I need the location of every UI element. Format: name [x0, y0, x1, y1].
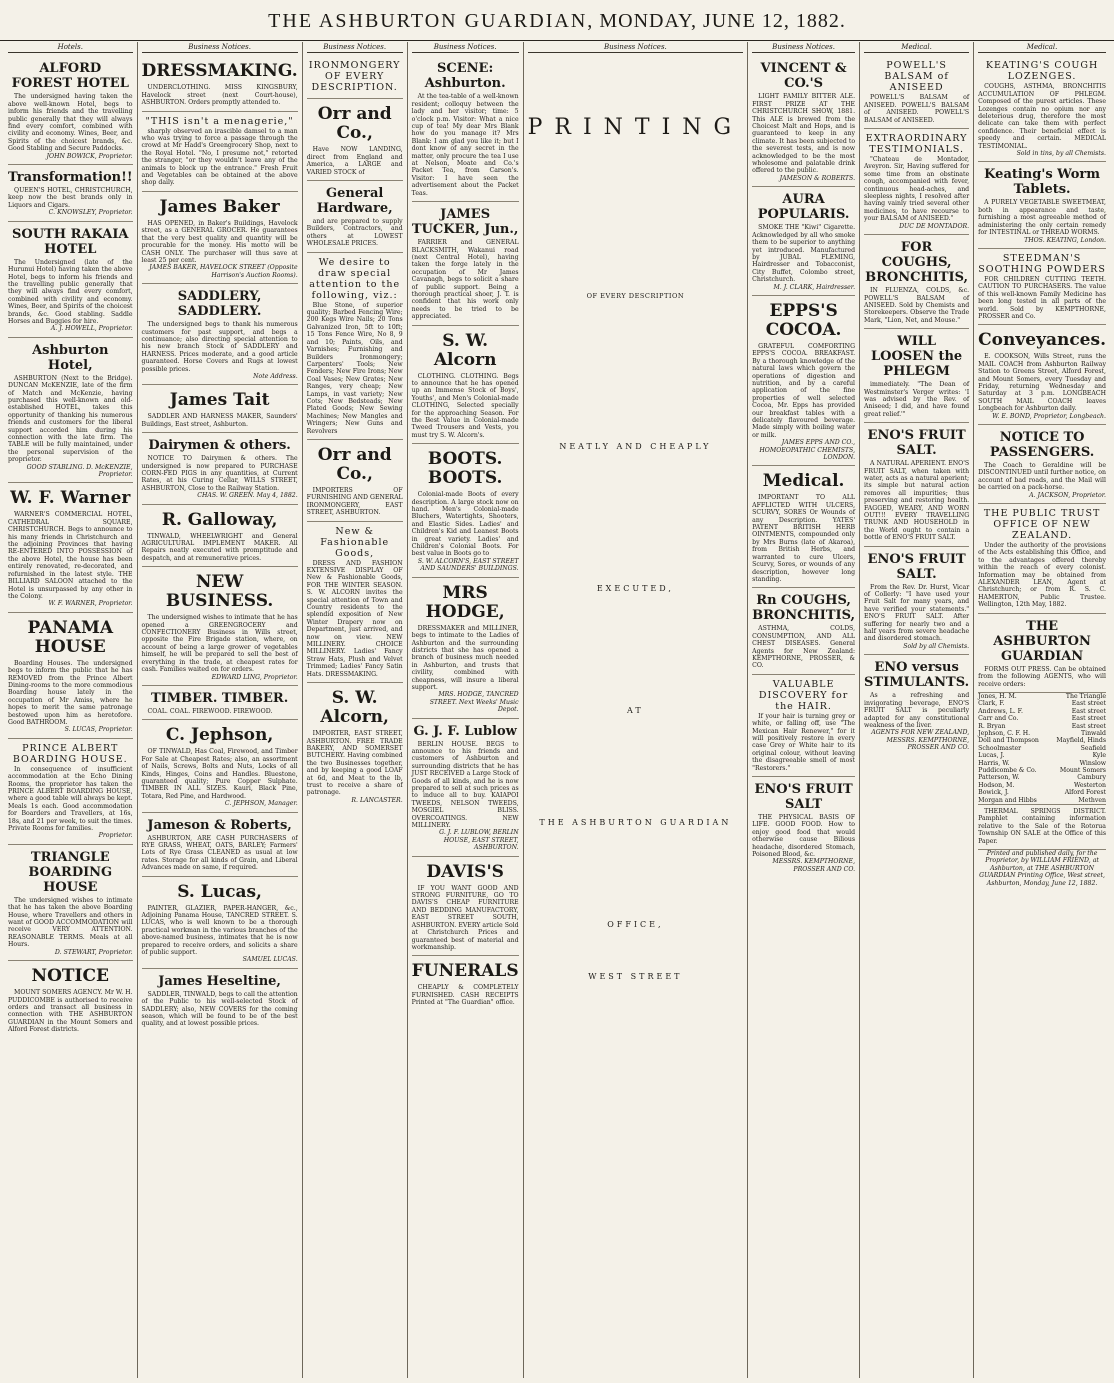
ad-body: Have NOW LANDING, direct from England and America, a LARGE and VARIED STOCK of — [306, 146, 403, 176]
ad-body: ASTHMA, COLDS, CONSUMPTION, AND ALL CHEST DISEASES. General Agents for New Zealand: KEMPTHORNE, PROSSER, & CO. — [752, 625, 856, 670]
ad-heading: ENO'S FRUIT SALT — [754, 782, 853, 812]
ad-signature: W. E. BOND, Proprietor, Longbeach. — [992, 412, 1106, 420]
agent-place: East street — [1071, 722, 1106, 730]
agent-row — [978, 752, 1106, 759]
ad-body: The undersigned wishes to intimate that he has taken the above Boarding House, where Travellers and others in want of GOOD ACCOMMODATION will receive VERY ATTENTION. REASONABLE TERMS. Meals at all Hours. — [8, 896, 133, 949]
ad-body: Boarding Houses. The undersigned begs to inform the public that he has REMOVED from the Prince Albert Dining-rooms to the more commodious Boarding house lately in the occupation of Mr Amiss, where he hopes to merit the same patronage bestowed upon him as heretofore. Good BATHROOM. — [8, 659, 133, 726]
ad-heading: EXTRAORDINARY TESTIMONIALS. — [865, 133, 968, 156]
ad-heading: PRINCE ALBERT BOARDING HOUSE. — [12, 742, 128, 765]
agent-name: Lucas, J. — [978, 752, 1005, 760]
printer-imprint: Printed and published daily, for the Proprietor, by WILLIAM FRIEND, at Ashburton, at THE ASHBURTON GUARDIAN Printing Office, West street, Ashburton, Monday, June 12, 1882. — [979, 850, 1105, 887]
ad-body: immediately. "The Dean of Westminster's Verger writes: 'I was advised by the Rev. of Aniseed; I did, and have found great relief.'" — [864, 381, 970, 418]
ad-heading: POWELL'S BALSAM of ANISEED — [884, 60, 949, 94]
ad-body: If your hair is turning grey or white, or falling off, use "The Mexican Hair Renewer," for it will positively restore in every case Grey or White hair to its original colour, without leaving the disagreeable smell of most "Restorers." — [752, 712, 856, 772]
ad-signature: Sold in tins, by all Chemists. — [1016, 150, 1106, 158]
agent-place: Westerton — [1074, 781, 1106, 789]
advertisement — [412, 202, 519, 325]
column-4 — [408, 42, 524, 1378]
ad-heading: Conveyances. — [978, 330, 1106, 351]
printing-executed: EXECUTED, — [596, 583, 674, 593]
column-header: Medical. — [978, 42, 1106, 53]
column-header: Business Notices. — [528, 42, 744, 53]
column-6 — [748, 42, 860, 1378]
ad-signature: M. J. CLARK, Hairdresser. — [773, 283, 856, 291]
ad-signature: DUC DE MONTADOR. — [899, 222, 970, 230]
advertisement — [412, 444, 519, 577]
advertisement — [142, 505, 298, 568]
ad-signature: SAMUEL LUCAS. — [242, 956, 298, 964]
advertisement — [978, 504, 1106, 614]
ad-body: THE PHYSICAL BASIS OF LIFE. GOOD FOOD. How to enjoy good food that would otherwise cause Bilious headache, disordered Stomach, Poisoned Blood, &c. — [752, 814, 856, 859]
ad-heading: "THIS isn't a menagerie," — [145, 115, 294, 127]
ad-body: COAL. COAL. FIREWOOD. FIREWOOD. — [147, 707, 273, 715]
advertisement — [142, 433, 298, 504]
agent-row — [978, 708, 1106, 715]
ad-body: WARNER'S COMMERCIAL HOTEL, CATHEDRAL SQUARE, CHRISTCHURCH. Begs to announce to his many friends in Christchurch and the adjoining Provinces that having RE-ENTERED INTO POSSESSION of the above Hotel, the house has been entirely renovated, re-decorated, and refurnished in the latest style. THE BILLIARD SALOON attached to the Hotel is unsurpassed by any other in the Colony. — [8, 511, 133, 600]
ad-heading: IRONMONGERY OF EVERY DESCRIPTION. — [308, 60, 401, 94]
agent-name: Jephson, C. F. H. — [978, 729, 1031, 737]
ad-body: IMPORTANT TO ALL AFFLICTED WITH ULCERS, SCURVY, SORES Or Wounds of any Description. YATES' PATENT BRITISH HERB OINTMENTS, compounded only by Mrs Burns (late of Akaroa), from British Herbs, and warranted to cure Ulcers, Scurvy, Sores, or wounds of any description, however long standing. — [752, 494, 856, 583]
ad-body: The undersigned having taken the above well-known Hotel, begs to inform his friends and the travelling public generally that they will always find every comfort, combined with civility and economy. Wines, Beer, and Spirits of the choicest brands, &c. Good Stabling and Secure Paddocks. — [8, 93, 133, 153]
printing-paper: THE ASHBURTON GUARDIAN — [539, 817, 732, 827]
printing-street: WEST STREET — [588, 971, 683, 981]
column-2 — [138, 42, 303, 1378]
ad-heading: James Heseltine, — [158, 973, 281, 989]
column-5 — [524, 42, 749, 1378]
agent-row — [978, 774, 1106, 781]
issue-date: MONDAY, JUNE 12, 1882. — [599, 10, 846, 32]
ad-signature: R. LANCASTER. — [351, 796, 403, 804]
advertisement — [307, 253, 403, 440]
ad-heading: General Hardware, — [316, 186, 393, 217]
printing-at: AT — [627, 705, 644, 715]
advertisement — [752, 187, 855, 296]
ad-heading: S. W. Alcorn, — [320, 688, 389, 728]
ad-heading: ENO'S FRUIT SALT. — [867, 428, 966, 459]
ad-body: FARRIER and GENERAL BLACKSMITH, Wakanui road (next Central Hotel), having taken the forge lately in the occupation of Mr James Cavanagh, begs to solicit a share of public support. Being a thorough practical shoer, J. T. is confident that his work only needs to be tried to be appreciated. — [411, 239, 519, 321]
ad-body: As a refreshing and invigorating beverage, ENO'S FRUIT SALT is peculiarly adapted for any constitutional weakness of the liver. — [864, 692, 970, 729]
ad-heading: Orr and Co., — [317, 104, 392, 144]
ad-heading: Rn COUGHS, BRONCHITIS, — [752, 593, 856, 624]
advertisement — [864, 235, 969, 329]
printing-office: OFFICE, — [607, 919, 664, 929]
advertisement — [978, 56, 1106, 162]
ad-signature: S. W. ALCORN'S, EAST STREET AND SAUNDERS' BUILDINGS. — [417, 557, 519, 573]
ad-heading: DAVIS'S — [426, 861, 504, 882]
ad-body: MOUNT SOMERS AGENCY. Mr W. H. PUDDICOMBE is authorised to receive orders and transact all business in connection with THE ASHBURTON GUARDIAN in the Mount Somers and Alford Forest districts. — [8, 989, 133, 1034]
advertisement — [8, 338, 133, 484]
agent-name: Hodson, M. — [978, 781, 1015, 789]
ad-heading: NEW BUSINESS. — [165, 572, 274, 612]
agent-place: Methven — [1078, 796, 1106, 804]
ad-body: CLOTHING. CLOTHING. Begs to announce that he has opened up an Immense Stock of Boys', Youths', and Men's Colonial-made CLOTHING, Selected specially for the approaching Season. For the Best Value in Colonial-made Tweed Trousers and Vests, you must try S. W. Alcorn's. — [411, 372, 519, 439]
ad-signature: G. J. F. LUBLOW, BERLIN HOUSE, EAST STREET, ASHBURTON. — [439, 829, 519, 852]
ad-heading: James Tait — [169, 390, 270, 411]
ad-signature: AGENTS FOR NEW ZEALAND, MESSRS. KEMPTHORNE, PROSSER AND CO. — [871, 729, 970, 752]
ad-body: GRATEFUL COMFORTING EPPS'S COCOA. BREAKFAST. By a thorough knowledge of the natural laws which govern the operations of digestion and nutrition, and by a careful application of the fine properties of well selected Cocoa, Mr. Epps has provided our breakfast tables with a delicately flavoured beverage. Made simply with boiling water or milk. — [752, 342, 856, 439]
ad-signature: W. F. WARNER, Proprietor. — [48, 600, 133, 608]
ad-signature: A. JACKSON, Proprietor. — [1029, 491, 1106, 499]
advertisement — [752, 466, 855, 588]
ad-heading: STEEDMAN'S SOOTHING POWDERS — [978, 252, 1106, 275]
ad-body: FORMS OUT PRESS. Can be obtained from the following AGENTS, who will receive orders: — [978, 665, 1106, 688]
agent-name: Doll and Thompson — [978, 737, 1039, 745]
ad-body: TINWALD, WHEELWRIGHT and General AGRICULTURAL IMPLEMENT MAKER. All Repairs neatly executed with promptitude and despatch, and at remunerative prices. — [141, 532, 298, 562]
ad-body: and are prepared to supply Builders, Contractors, and others at LOWEST WHOLESALE PRICES. — [306, 218, 403, 248]
ad-body: DRESS AND FASHION EXTENSIVE DISPLAY OF New & Fashionable Goods, FOR THE WINTER SEASON. S. W. ALCORN invites the special attention of Town and Country residents to the splendid exposition of New Winter Drapery now on Department, just arrived, and now on view. NEW MILLINERY. CHOICE MILLINERY. Ladies' Fancy Straw Hats, Plush and Velvet Trimmed; Ladies' Fancy Satin Hats. DRESSMAKING. — [306, 559, 403, 678]
column-header: Business Notices. — [752, 42, 855, 53]
ad-heading: W. F. Warner — [10, 488, 131, 509]
agent-row — [978, 730, 1106, 737]
advertisement — [142, 56, 298, 111]
ad-body: The Coach to Geraldine will be DISCONTINUED until further notice, on account of bad roads, and the Mail will be carried on a pack-horse. — [978, 462, 1106, 492]
advertisement — [412, 719, 519, 857]
ad-heading: SOUTH RAKAIA HOTEL — [12, 226, 129, 257]
ad-body: DRESSMAKER and MILLINER, begs to intimate to the Ladies of Ashburton and the surrounding districts that she has opened a branch of business much needed in Ashburton, and trusts that civility, combined with cheapness, will insure a liberal support. — [411, 624, 519, 691]
ad-body: SADDLER AND HARNESS MAKER, Saunders' Buildings, East street, Ashburton. — [141, 413, 298, 428]
ad-body: PAINTER, GLAZIER, PAPER-HANGER, &c., Adjoining Panama House, TANCRED STREET. S. LUCAS, who is well known to be a thorough practical workman in the various branches of the above-named business, intimates that he is now prepared to receive orders, and solicits a share of public support. — [141, 904, 298, 957]
ad-body: NOTICE TO Dairymen & others. The undersigned is now prepared to PURCHASE CORN-FED PIGS in any quantities, at Current Rates, at his Curing Cellar, WILLS STREET, ASHBURTON, Close to the Railway Station. — [141, 455, 298, 492]
ad-body: IMPORTER, EAST STREET, ASHBURTON. FREE TRADE BAKERY, AND SOMERSET BUTCHERY. Having combined the two Businesses together, and by keeping a good LOAF at 6d, and Meat to the lb, trust to receive a share of patronage. — [306, 730, 403, 797]
advertisement — [142, 567, 298, 686]
ad-heading: EPPS'S COCOA. — [765, 300, 842, 340]
ad-body: CHEAPLY & COMPLETELY FURNISHED. CASH RECEIPTS Printed at "The Guardian" office. — [411, 984, 519, 1007]
ad-body: The undersigned wishes to intimate that he has opened a GREENGROCERY and CONFECTIONERY Business in Wills street, opposite the Fire Brigade station, where, on account of being a large grower of vegetables himself, he will be prepared to sell the best of everything in the trade, at cheapest rates for cash. Families waited on for orders. — [141, 614, 298, 674]
ad-heading: S. Lucas, — [177, 881, 262, 902]
advertisement — [864, 56, 969, 129]
agents-list — [978, 693, 1106, 804]
ad-heading: TRIANGLE BOARDING HOUSE — [28, 849, 113, 895]
ad-heading: ALFORD FOREST HOTEL — [11, 61, 129, 92]
agent-name: Clark, F. — [978, 700, 1005, 708]
ad-heading: KEATING'S COUGH LOZENGES. — [985, 60, 1099, 83]
ad-heading: TIMBER. TIMBER. — [150, 690, 289, 706]
ad-heading: BOOTS. BOOTS. — [427, 449, 503, 489]
ad-heading: AURA POPULARIS. — [757, 192, 850, 223]
ad-heading: Dairymen & others. — [148, 438, 291, 454]
advertisement — [142, 877, 298, 969]
agent-name: Andrews, L. F. — [978, 707, 1023, 715]
agent-row — [978, 782, 1106, 789]
ad-body: At the tea-table of a well-known resident; colloquy between the lady and her visitor; time: 5 o'clock p.m. Visitor: What a nice cup of tea! My dear Mrs Blank how do you manage it? Mrs Blank: I am glad you like it; but I dont know of any secret in the matter, only procure the tea I use at Nelson, Moate and Co.'s Packet Tea, from Carson's. Visitor: I have seen the advertisement about the Packet Teas. — [411, 93, 519, 197]
ad-signature: S. LUCAS, Proprietor. — [64, 726, 133, 734]
ad-heading: FOR COUGHS, BRONCHITIS, — [865, 240, 969, 286]
agent-place: East street — [1071, 700, 1106, 708]
advertisement — [142, 720, 298, 812]
advertisement — [142, 969, 298, 1032]
ad-signature: C. KNOWSLEY, Proprietor. — [48, 209, 133, 217]
ad-body: ASHBURTON (Next to the Bridge). DUNCAN McKENZIE, late of the firm of Match and McKenzie, having purchased this well-known and old-established HOTEL, takes this opportunity of thanking his numerous friends and customers for the liberal support accorded him during his connection with the late firm. The TABLE will be fully maintained, under the personal supervision of the proprietor. — [8, 374, 133, 464]
ad-body: IN FLUENZA, COLDS, &c. POWELL'S BALSAM of ANISEED. Sold by Chemists and Storekeepers. Observe the Trade Mark, "Lion, Net, and Mouse." — [864, 287, 970, 324]
advertisement — [752, 777, 855, 877]
agent-row — [978, 745, 1106, 752]
column-header: Business Notices. — [142, 42, 298, 53]
column-8 — [974, 42, 1110, 1378]
advertisement — [307, 683, 403, 808]
ad-body: FOR CHILDREN CUTTING TEETH. CAUTION TO PURCHASERS. The value of this well-known Family Medicine has been long tested in all parts of the world. Sold by KEMPTHORNE, PROSSER and Co. — [978, 275, 1106, 320]
ad-heading: NOTICE TO PASSENGERS. — [989, 430, 1095, 460]
column-7 — [860, 42, 974, 1378]
advertisement — [307, 181, 403, 253]
ad-body: Under the authority of the provisions of the Acts establishing this Office, and to the advantages offered thereby within the reach of every colonist. Information may be obtained from ALEXANDER LEAN, Agent at Christchurch; or from R. S. C. HAMERTON, Public Trustee. Wellington, 12th May, 1882. — [978, 542, 1106, 609]
advertisement — [142, 686, 298, 720]
advertisement — [978, 425, 1106, 504]
advertisement — [142, 385, 298, 433]
ad-signature: MRS. HODGE, TANCRED STREET. Next Weeks' Music Depot. — [429, 691, 519, 714]
ad-heading: VALUABLE DISCOVERY for the HAIR. — [758, 678, 849, 712]
ad-body: The Undersigned (late of the Hurunui Hotel) having taken the above Hotel, begs to inform his friends and the travelling public generally that they will always find every comfort, combined with civility and economy. Wines, Beer, and Spirits of the choicest brands, &c. Good stabling. Saddle Horses and Buggies for hire. — [8, 258, 133, 325]
agent-row — [978, 715, 1106, 722]
advertisement — [8, 845, 133, 961]
column-1 — [4, 42, 138, 1378]
advertisement — [978, 325, 1106, 425]
ad-heading: Ashburton Hotel, — [32, 342, 109, 373]
agent-place: Mayfield, Hinds — [1056, 737, 1106, 745]
ad-body: LIGHT FAMILY BITTER ALE. FIRST PRIZE AT THE CHRISTCHURCH SHOW, 1881. This ALE is brewed from the Choicest Malt and Hops, and is guaranteed to keep in any climate. It has been subjected to the severest tests, and is now acknowledged to be the most wholesome and palatable drink offered to the public. — [752, 93, 856, 175]
advertisement — [864, 547, 969, 656]
agent-name: R. Bryan — [978, 722, 1006, 730]
advertisement — [752, 588, 855, 674]
ad-heading: Jameson & Roberts, — [147, 817, 292, 833]
ad-body: "Chateau de Montador, Aveyron. Sir, Having suffered for some time from an obstinate cough, accompanied with fever, continuous head-aches, and sleepless nights, I resolved after having vainly tried several other medicines, to have recourse to your BALSAM of ANISEED." — [864, 156, 970, 223]
advertisement — [412, 857, 519, 957]
agent-row — [978, 700, 1106, 707]
ad-heading: WILL LOOSEN the PHLEGM — [870, 334, 963, 380]
ad-heading: VINCENT & CO.'S — [760, 61, 847, 92]
agent-place: Winslow — [1079, 759, 1106, 767]
advertisement — [412, 578, 519, 719]
ad-heading: PANAMA HOUSE — [27, 617, 114, 657]
ad-signature: Note Address. — [253, 372, 298, 380]
ad-heading: James Baker — [159, 196, 280, 217]
agent-row — [978, 693, 1106, 700]
ad-signature: JAMESON & ROBERTS. — [779, 174, 856, 182]
column-header: Business Notices. — [412, 42, 519, 53]
printing-advert — [528, 113, 744, 982]
column-header: Business Notices. — [307, 42, 403, 53]
ad-body: OF TINWALD, Has Coal, Firewood, and Timber For Sale at Cheapest Rates; also, an assortment of Nails, Screws, Bolts and Nuts, Locks of all Kinds, Hinges, Coins and Handles. Bluestone, guaranteed quality; Pure Copper Sulphate. TIMBER IN ALL SIZES. Kauri, Black Pine, Totara, Red Pine, and Hardwood. — [141, 748, 298, 800]
agent-place: Cambury — [1077, 774, 1106, 782]
agent-name: Carr and Co. — [978, 715, 1019, 723]
ad-signature: EDWARD LING, Proprietor. — [211, 673, 298, 681]
advertisement — [864, 423, 969, 546]
thermal-springs-notice: THERMAL SPRINGS DISTRICT. Pamphlet containing information relative to the Sale of the Rotorua Township ON SALE at the Office of this Paper. — [978, 804, 1106, 850]
ad-heading: New & Fashionable Goods, — [320, 525, 390, 559]
printing-neatly: NEATLY AND CHEAPLY — [559, 441, 712, 451]
advertisement — [8, 165, 133, 222]
ad-body: Colonial-made Boots of every description. A large stock now on hand. Men's Colonial-made Bluchers, Watertights, Shooters, and Elastic Sides. Ladies' and Children's Kid and Leanest Boots in great variety. Ladies' and Children's Colonial Boots. For best value in Boots go to — [411, 491, 519, 558]
ad-body: IF YOU WANT GOOD AND STRONG FURNITURE, GO TO DAVIS'S CHEAP FURNITURE AND BEDDING MANUFACTORY, EAST STREET SOUTH, ASHBURTON. EVERY article Sold at Christchurch Prices and guaranteed best of material and workmanship. — [411, 884, 519, 951]
column-3 — [303, 42, 408, 1378]
ad-heading: MRS HODGE, — [425, 582, 505, 622]
agent-row — [978, 789, 1106, 796]
advertisement — [307, 522, 403, 684]
ad-body: POWELL'S BALSAM of ANISEED. POWELL'S BALSAM of ANISEED. POWELL'S BALSAM of ANISEED. — [864, 94, 970, 124]
ad-body: From the Rev. Dr. Hurst, Vicar of Collerly: "I have used your Fruit Salt for many years, and have verified your statements." ENO'S FRUIT SALT. After suffering for nearly two and a half years from severe headache and disordered stomach. — [864, 583, 970, 643]
ad-body: Blue Stone, of superior quality; Barbed Fencing Wire; 200 Kegs Wire Nails; 20 Tons Galvanized Iron, 5ft to 10ft; 15 Tons Fence Wire, No 8, 9 and 10; Paints, Oils, and Varnishes; Furnishing and Builders Ironmongery; Carpenters' Tools; New Fenders; New Fire Irons; New Coal Vases; New Grates; New Ranges, very cheap; New Lamps, in vast variety; New Cots; New Bedsteads; New Plated Goods; New Sewing Machines; New Mangles and Wringers; New Guns and Revolvers — [306, 301, 403, 435]
advertisement — [8, 222, 133, 338]
ad-signature: A. J. HOWELL, Proprietor. — [50, 325, 133, 333]
ad-signature: JAMES BAKER, HAVELOCK STREET (Opposite Harrison's Auction Rooms). — [149, 264, 298, 279]
printing-of-every: OF EVERY DESCRIPTION — [586, 292, 685, 301]
ad-body: SMOKE THE "Kiwi" Cigarette. Acknowledged by all who smoke them to be superior to anything yet introduced. Manufactured by JUBAL FLEMING, Hairdresser and Tobacconist, City Buffet, Colombo street, Christchurch. — [752, 224, 856, 284]
ad-heading: G. J. F. Lublow — [413, 723, 517, 739]
advertisement — [752, 56, 855, 187]
printing-word: PRINTING — [527, 115, 744, 141]
advertisement — [978, 162, 1106, 248]
column-header: Hotels. — [8, 42, 133, 53]
ad-body: COUGHS, ASTHMA, BRONCHITIS ACCUMULATION OF PHLEGM. Composed of the purest articles. These Lozenges contain no opium nor any deleterious drug, therefore the most delicate can take them with perfect confidence. Their beneficial effect is speedy and certain. MEDICAL TESTIMONIAL. — [978, 83, 1106, 150]
ad-heading: Medical. — [762, 471, 845, 492]
ad-body: ASHBURTON, ARE CASH PURCHASERS of RYE GRASS, WHEAT, OATS, BARLEY; Farmers' Lots of Rye Grass CLEANED as usual at low rates. Storage for all kinds of Grain, and Liberal Advances made on same, if required. — [141, 834, 298, 872]
ad-signature: JAMES EPPS AND CO., HOMOEOPATHIC CHEMISTS, LONDON. — [759, 439, 856, 462]
ad-body: sharply observed an irascible damsel to a man who was trying to force a passage through the crowd at Mr Hadd's Greengrocery Shop, next to the Royal Hotel. "No, I presume not," retorted the stranger, "or they wouldn't leave any of the animals to block up the entrance." Fresh Fruit and Vegetables can be obtained at the above shop daily. — [141, 127, 298, 187]
ad-heading: NOTICE — [31, 966, 109, 987]
agent-place: Tinwald — [1080, 729, 1106, 737]
agent-row — [978, 767, 1106, 774]
advertisement — [307, 99, 403, 181]
agent-name: Puddicombe & Co. — [978, 766, 1037, 774]
agent-name: Schoolmaster — [978, 744, 1022, 752]
ad-heading: THE PUBLIC TRUST OFFICE OF NEW ZEALAND. — [983, 508, 1101, 542]
advertisement — [752, 675, 855, 777]
ad-body: The undersigned begs to thank his numerous customers for past support, and begs a continuance; also directing special attention to his new branch Stock of SADDLERY and HARNESS. Prices moderate, and a good article guaranteed. Horse Covers and Rugs at lowest possible prices. — [141, 321, 298, 373]
ad-heading: JAMES TUCKER, Jun., — [411, 207, 519, 238]
ad-signature: D. STEWART, Proprietor. — [54, 948, 133, 956]
advertisement — [8, 56, 133, 165]
ad-heading: Transformation!! — [8, 170, 133, 186]
ad-signature: C. JEPHSON, Manager. — [224, 800, 298, 808]
advertisement — [8, 483, 133, 612]
agent-place: Seafield — [1080, 744, 1106, 752]
agent-row — [978, 760, 1106, 767]
ad-heading: THE ASHBURTON GUARDIAN — [993, 618, 1091, 664]
ad-heading: Orr and Co., — [317, 444, 392, 484]
ad-signature: MESSRS. KEMPTHORNE, PROSSER AND CO. — [772, 858, 856, 873]
advertisement — [864, 329, 969, 423]
agent-place: Mount Somers — [1059, 766, 1106, 774]
ad-heading: ENO'S FRUIT SALT. — [867, 551, 966, 582]
agent-row — [978, 737, 1106, 744]
agent-name: Bowick, J. — [978, 789, 1009, 797]
agent-place: East street — [1071, 707, 1106, 715]
agent-name: Jones, H. M. — [978, 692, 1017, 700]
agent-row — [978, 723, 1106, 730]
advertisement — [142, 112, 298, 192]
advertisement — [8, 961, 133, 1037]
agent-name: Harris, W. — [978, 759, 1010, 767]
ad-body: A NATURAL APERIENT. ENO'S FRUIT SALT, when taken with water, acts as a natural aperient; its simple but natural action removes all impurities; thus preserving and restoring health. FAGGED, WEARY, AND WORN OUT!!! EVERY TRAVELLING TRUNK AND HOUSEHOLD in the World ought to contain a bottle of ENO'S FRUIT SALT. — [864, 460, 970, 542]
ad-heading: C. Jephson, — [165, 725, 274, 746]
ad-body: SADDLER, TINWALD, begs to call the attention of the Public to his well-selected Stock of SADDLERY; also, NEW COVERS for the coming season, which will be found to be of the best quality, and at lowest possible prices. — [141, 990, 298, 1028]
advertisement — [864, 655, 969, 755]
advertisement — [864, 129, 969, 235]
advertisement — [412, 326, 519, 445]
ad-body: QUEEN'S HOTEL, CHRISTCHURCH, keep now the best brands only in Liquors and Cigars. — [8, 187, 133, 209]
advertisement — [142, 813, 298, 877]
advertisement — [412, 956, 519, 1010]
advertisement — [142, 192, 298, 284]
advertisement — [307, 56, 403, 99]
ad-signature: THOS. KEATING, London. — [1024, 236, 1106, 244]
masthead — [0, 0, 1114, 41]
ad-signature: Proprietor. — [98, 832, 133, 840]
advertisement — [8, 739, 133, 845]
agent-name: Patterson, W. — [978, 774, 1020, 782]
ad-body: E. COOKSON, Wills Street, runs the MAIL COACH from Ashburton Railway Station to Greens Street, Alford Forest, and Mount Somers, every Tuesday and Friday, returning Wednesday and Saturday at 3 p.m. LONGBEACH SOUTH MAIL COACH leaves Longbeach for Ashburton daily. — [978, 353, 1106, 413]
agent-name: Morgan and Hibbs — [978, 796, 1037, 804]
ad-heading: SCENE: Ashburton. — [424, 61, 506, 92]
agent-place: Kyle — [1092, 752, 1106, 760]
ad-signature: Sold by all Chemists. — [903, 642, 970, 650]
ad-heading: FUNERALS — [411, 961, 519, 982]
advertisement — [142, 284, 298, 385]
agent-place: East street — [1071, 715, 1106, 723]
newspaper-columns — [4, 42, 1110, 1378]
column-header: Medical. — [864, 42, 969, 53]
advertisement — [412, 56, 519, 202]
agent-place: The Triangle — [1065, 692, 1106, 700]
advertisement — [307, 440, 403, 522]
ad-body: A PURELY VEGETABLE SWEETMEAT, both in appearance and taste, furnishing a most agreeable method of administering the only certain remedy for INTESTINAL or THREAD WORMS. — [978, 199, 1106, 237]
ad-heading: Keating's Worm Tablets. — [984, 167, 1100, 198]
ad-heading: DRESSMAKING. — [141, 61, 298, 82]
ad-body: BERLIN HOUSE. BEGS to announce to his friends and customers of Ashburton and surrounding districts that he has JUST RECEIVED a Large Stock of Goods of all kinds, and he is now prepared to sell at such prices as to induce all to buy. KAIAPOI TWEEDS, NELSON TWEEDS, MOSGIEL BLISS. OVERCOATINGS. NEW MILLINERY. — [411, 740, 519, 830]
advertisement — [978, 249, 1106, 325]
advertisement — [978, 614, 1106, 693]
ad-body: In consequence of insufficient accommodation at the Echo Dining Rooms, the proprietor has taken the PRINCE ALBERT BOARDING HOUSE, where a good table will always be kept. Meals 1s each. Good accommodation for Boarders and Travellers, at 16s, 18s, and 21 per week, to suit the times. Private Rooms for families. — [8, 765, 133, 833]
ad-heading: SADDLERY, SADDLERY. — [177, 289, 262, 320]
ad-body: HAS OPENED, in Baker's Buildings, Havelock street, as a GENERAL GROCER. He guarantees that the very best quality and quantity will be procurable for the money. His motto will be CASH ONLY. The purchaser will thus save at least 25 per cent. — [141, 219, 298, 264]
ad-signature: GOOD STABLING. D. McKENZIE, Proprietor. — [26, 463, 133, 479]
ad-signature: CHAS. W. GREEN. May 4, 1882. — [197, 492, 298, 500]
ad-signature: JOHN BOWICK, Proprietor. — [46, 152, 133, 160]
ad-heading: We desire to draw special attention to the following, viz.: — [309, 256, 401, 301]
ad-body: IMPORTERS OF FURNISHING AND GENERAL IRONMONGERY, EAST STREET, ASHBURTON. — [306, 486, 403, 517]
ad-body: UNDERCLOTHING. MISS KINGSBURY, Havelock street (next Court-house), ASHBURTON. Orders promptly attended to. — [141, 84, 298, 107]
agent-row — [978, 797, 1106, 804]
ad-heading: S. W. Alcorn — [433, 330, 497, 370]
ad-heading: R. Galloway, — [161, 509, 278, 530]
advertisement — [8, 613, 133, 739]
agent-place: Alford Forest — [1064, 789, 1106, 797]
advertisement — [752, 296, 855, 467]
ad-heading: ENO versus STIMULANTS. — [864, 660, 970, 691]
newspaper-title: THE ASHBURTON GUARDIAN, — [268, 10, 595, 32]
